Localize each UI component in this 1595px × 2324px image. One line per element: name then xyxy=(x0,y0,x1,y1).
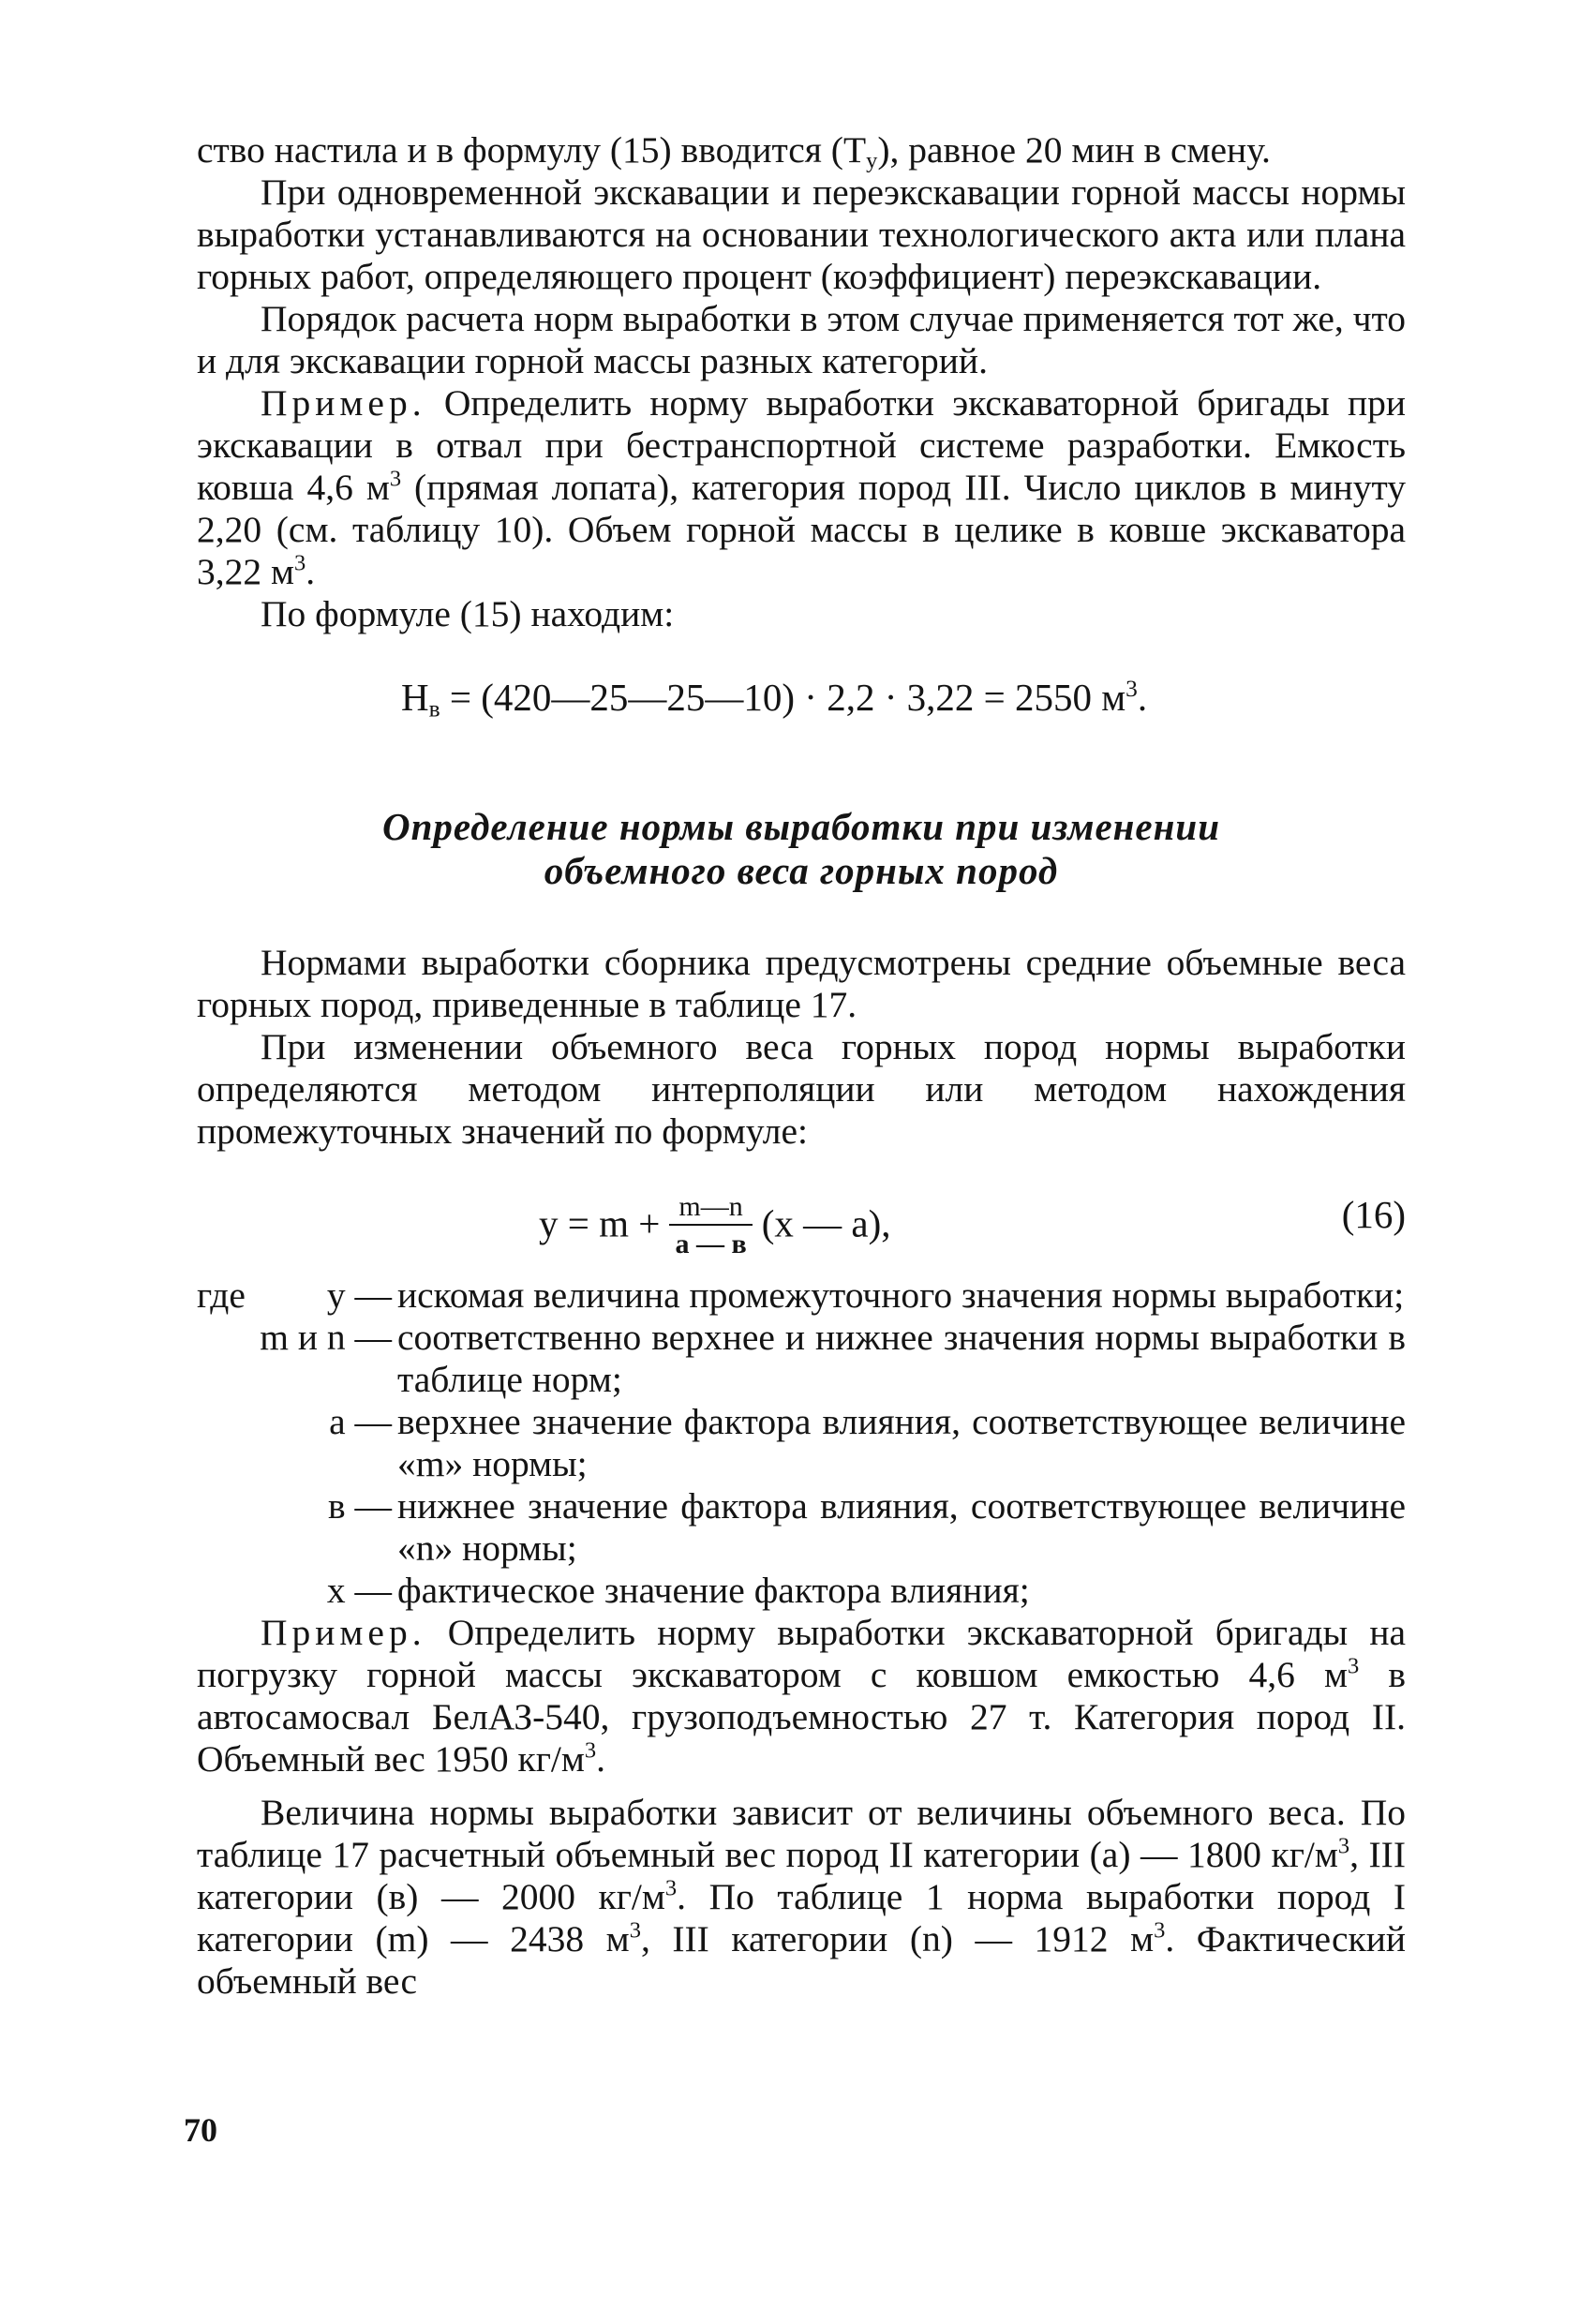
text-run: . Фактический объемный вес xyxy=(197,1918,1406,2002)
text-run: . xyxy=(596,1738,605,1780)
fraction-numerator: m—n xyxy=(669,1192,752,1226)
definition-item xyxy=(197,1317,1406,1401)
superscript: 3 xyxy=(1125,675,1138,702)
definition-text: нижнее значение фактора влияния, соответствующее величине «n» нормы; xyxy=(397,1485,1406,1569)
formula-fraction xyxy=(669,1192,752,1259)
superscript: 3 xyxy=(294,550,306,576)
definition-text: фактическое значение фактора влияния; xyxy=(397,1570,1030,1611)
text-run: (прямая лопата), категория пород III. Число циклов в минуту 2,20 (см. таблицу 10). Объем горной массы в целике в ковше экскаватора 3,22 м xyxy=(197,467,1406,592)
definition-item xyxy=(197,1570,1406,1612)
definition-symbol: a — xyxy=(329,1401,392,1442)
text-run: , III категории (в) — 2000 кг/м xyxy=(197,1834,1406,1917)
definitions-list xyxy=(197,1274,1406,1612)
interpolation-formula xyxy=(197,1169,1406,1265)
superscript: 3 xyxy=(1347,1653,1360,1679)
text-run: ), равное 20 мин в смену. xyxy=(877,129,1271,171)
definition-symbol: x — xyxy=(326,1570,392,1611)
formula-number: (16) xyxy=(1341,1193,1406,1236)
body-text xyxy=(197,129,1406,2003)
text-run: . xyxy=(1137,676,1148,719)
formula-symbol: Н xyxy=(401,676,429,719)
formula-lhs: y = m + xyxy=(539,1201,661,1245)
text-run: . По таблице 1 норма выработки пород I категории (m) — 2438 м xyxy=(197,1876,1406,1959)
superscript: 3 xyxy=(1337,1833,1350,1859)
definition-text: верхнее значение фактора влияния, соответствующее величине «m» нормы; xyxy=(397,1401,1406,1484)
definition-item xyxy=(197,1274,1406,1317)
definition-text: искомая величина промежуточного значения нормы выработки; xyxy=(397,1274,1405,1316)
paragraph-9 xyxy=(197,1792,1406,2003)
paragraph-1 xyxy=(197,129,1406,174)
definition-text: соответственно верхнее и нижнее значения нормы выработки в таблице норм; xyxy=(397,1317,1406,1400)
definition-item xyxy=(197,1485,1406,1570)
example-label: Пример. xyxy=(261,1612,426,1653)
formula-expression: = (420—25—25—10) · 2,2 · 3,22 = 2550 м xyxy=(440,676,1126,719)
text-run: Определить норму выработки экскаваторной бригады на погрузку горной массы экскаватором с ковшом емкостью 4,6 м xyxy=(197,1612,1406,1695)
paragraph-5: По формуле (15) находим: xyxy=(261,593,675,634)
text-run: Определить норму выработки экскаваторной бригады при экскавации в отвал при бестранспортной системе разработки. Емкость ковша 4,6 м xyxy=(197,382,1406,508)
definition-symbol: m и n — xyxy=(260,1317,392,1358)
paragraph-example-1 xyxy=(197,382,1406,593)
paragraph-2: При одновременной экскавации и переэкскавации горной массы нормы выработки устанавливаются на основании технологического акта или плана горных работ, определяющего процент (коэффициент) переэкскавации. xyxy=(197,171,1406,297)
superscript: 3 xyxy=(1154,1917,1166,1944)
formula-result xyxy=(197,675,1406,723)
superscript: 3 xyxy=(389,466,402,492)
superscript: 3 xyxy=(584,1737,597,1764)
fraction-denominator: a — в xyxy=(675,1229,747,1259)
superscript: 3 xyxy=(664,1875,678,1901)
page-number: 70 xyxy=(184,2111,217,2149)
superscript: 3 xyxy=(629,1917,641,1944)
subscript: в xyxy=(428,695,440,723)
definition-item xyxy=(197,1401,1406,1485)
text-run: . xyxy=(306,551,316,592)
paragraph-6: Нормами выработки сборника предусмотрены средние объемные веса горных пород, приведенные в таблице 17. xyxy=(197,942,1406,1025)
paragraph-7: При изменении объемного веса горных пород нормы выработки определяются методом интерполяции или методом нахождения промежуточных значений по формуле: xyxy=(197,1026,1406,1152)
paragraph-3: Порядок расчета норм выработки в этом случае применяется тот же, что и для экскавации горной массы разных категорий. xyxy=(197,298,1406,381)
text-run: в автосамосвал БелАЗ-540, грузоподъемностью 27 т. Категория пород II. Объемный вес 1950 кг/м xyxy=(197,1654,1407,1780)
example-label: Пример. xyxy=(261,382,426,424)
formula-rhs: (x — a), xyxy=(761,1201,891,1245)
definition-symbol: y — xyxy=(326,1274,392,1316)
paragraph-example-2 xyxy=(197,1612,1406,1780)
definition-symbol: в — xyxy=(327,1485,392,1527)
text-run: Величина нормы выработки зависит от величины объемного веса. По таблице 17 расчетный объемный вес пород II категории (a) — 1800 кг/м xyxy=(197,1792,1406,1875)
definition-intro: где xyxy=(197,1274,246,1316)
formula-body xyxy=(539,1191,891,1261)
text-run: , III категории (n) — 1912 м xyxy=(640,1918,1155,1959)
section-heading-line-1: Определение нормы выработки при изменении xyxy=(381,805,1220,848)
subscript: у xyxy=(866,148,878,174)
section-heading-line-2: объемного веса горных пород xyxy=(544,849,1059,892)
text-run: ство настила и в формулу (15) вводится (Т xyxy=(197,129,867,171)
